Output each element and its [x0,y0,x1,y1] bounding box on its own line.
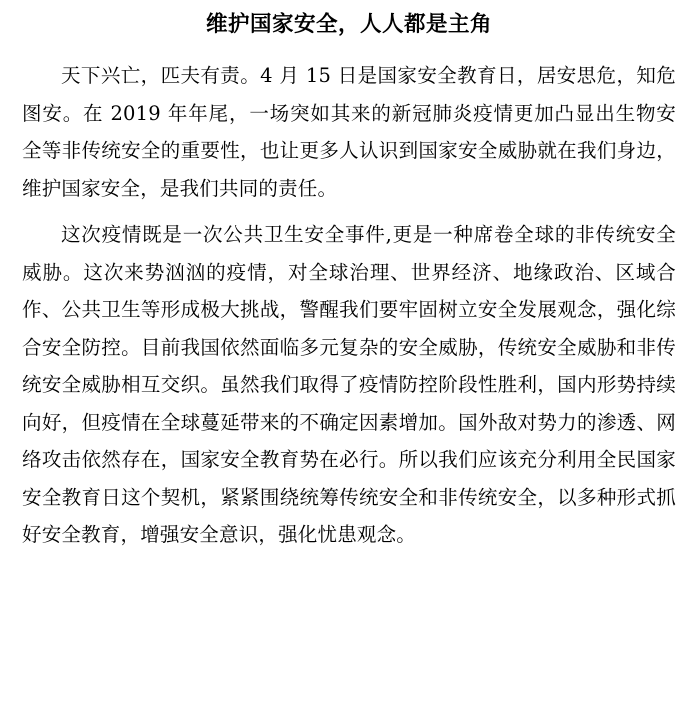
document-title: 维护国家安全，人人都是主角 [205,12,492,37]
paragraph-2: 这次疫情既是一次公共卫生安全事件,更是一种席卷全球的非传统安全威胁。这次来势汹汹的疫情，对全球治理、世界经济、地缘政治、区域合作、公共卫生等形成极大挑战，警醒我们要牢固树立安全发展观念，强化综合安全防控。目前我国依然面临多元复杂的安全威胁，传统安全威胁和非传统安全威胁相互交织。虽然我们取得了疫情防控阶段性胜利，国内形势持续向好，但疫情在全球蔓延带来的不确定因素增加。国外敌对势力的渗透、网络攻击依然存在，国家安全教育势在必行。所以我们应该充分利用全民国家安全教育日这个契机，紧紧围绕统筹传统安全和非传统安全，以多种形式抓好安全教育，增强安全意识，强化忧患观念。 [22,223,676,546]
document-page [22,0,676,554]
paragraph-1: 天下兴亡，匹夫有责。4 月 15 日是国家安全教育日，居安思危，知危图安。在 2019 年年尾，一场突如其来的新冠肺炎疫情更加凸显出生物安全等非传统安全的重要性，也让更多人认识到国家安全威胁就在我们身边，维护国家安全，是我们共同的责任。 [22,64,676,200]
